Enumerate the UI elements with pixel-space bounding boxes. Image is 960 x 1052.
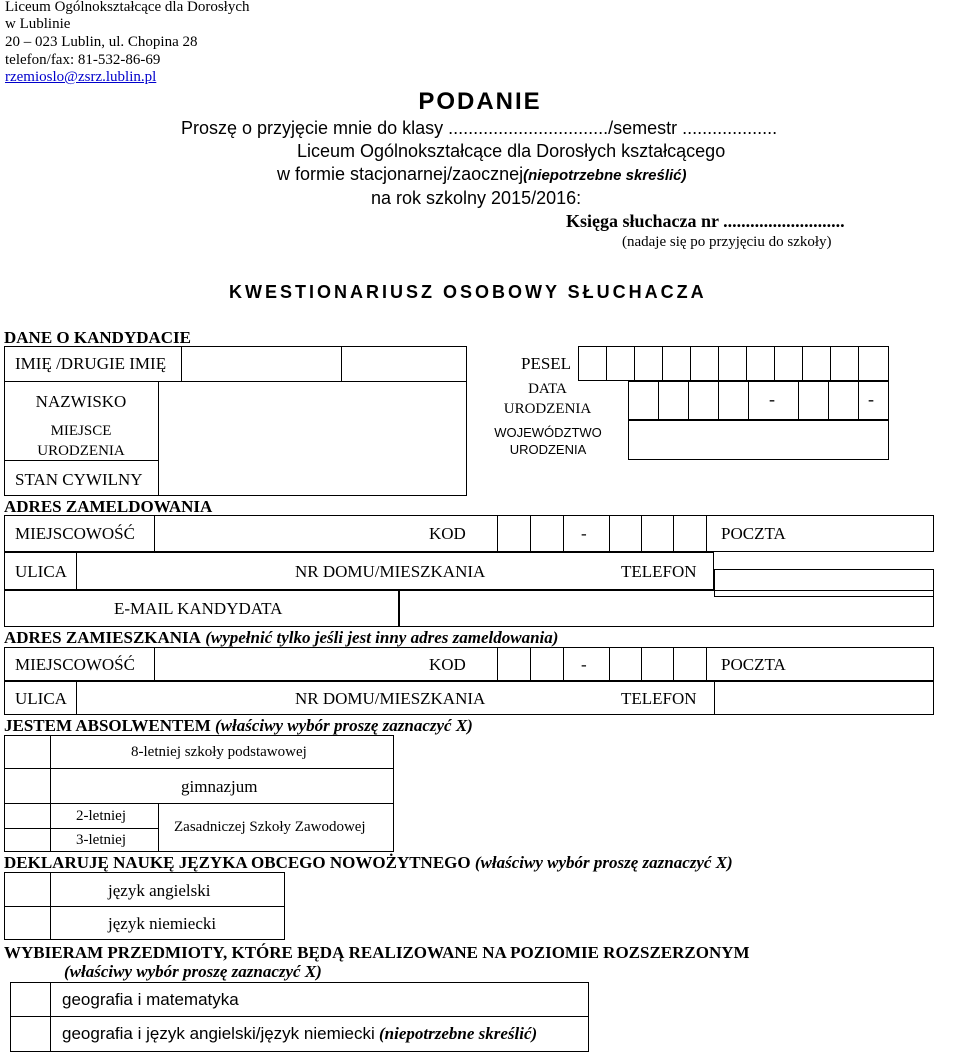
graduate-heading-note: (właściwy wybór proszę zaznaczyć X) [215,716,473,735]
subjects-geo-lang-text: geografia i język angielski/język niemiecki [62,1024,375,1043]
graduate-primary-checkbox[interactable] [6,737,49,767]
registered-address-heading: ADRES ZAMELDOWANIA [4,497,213,516]
language-english-label: język angielski [108,881,211,900]
subjects-geo-math-checkbox[interactable] [12,984,49,1015]
graduate-2year-checkbox[interactable] [6,805,49,827]
school-address: 20 – 023 Lublin, ul. Chopina 28 [5,34,198,50]
request-line2: Liceum Ogólnokształcące dla Dorosłych kształcącego [297,141,726,161]
graduate-gymnasium-label: gimnazjum [181,777,258,796]
language-heading-note: (właściwy wybór proszę zaznaczyć X) [474,853,733,872]
birth-place-label-2: URODZENIA [37,443,125,459]
school-name-line2: w Lublinie [5,16,71,32]
first-name-field[interactable] [183,348,340,379]
registered-city-field[interactable] [156,517,341,550]
graduate-gymnasium-checkbox[interactable] [6,770,49,802]
pesel-field[interactable] [578,346,889,381]
registered-city-row [4,515,934,552]
residence-city-field[interactable] [156,649,341,679]
registered-street-label: ULICA [15,562,67,581]
student-book-note: (nadaje się po przyjęciu do szkoły) [622,234,832,250]
residence-street-field[interactable] [78,683,288,713]
study-form-note: (niepotrzebne skreślić) [523,167,687,184]
residence-address-heading [4,628,558,648]
subjects-geo-math-label: geografia i matematyka [62,990,239,1009]
school-name-line1: Liceum Ogólnokształcące dla Dorosłych [5,0,250,15]
residence-house-field[interactable] [490,683,610,713]
school-year: na rok szkolny 2015/2016: [371,188,582,208]
registered-postcode-label: KOD [429,524,466,543]
residence-street-label: ULICA [15,689,67,708]
registered-street-field[interactable] [78,554,288,588]
surname-label: NAZWISKO [35,392,127,411]
study-form: w formie stacjonarnej/zaocznej [277,164,524,184]
residence-house-label: NR DOMU/MIESZKANIA [295,689,486,708]
province-label-2: URODZENIA [509,442,587,457]
birth-date-dash-1: - [769,389,775,409]
graduate-2year-label: 2-letniej [76,808,126,824]
birth-date-label-1: DATA [528,381,567,397]
school-email-link[interactable]: rzemioslo@zsrz.lublin.pl [5,69,157,85]
birth-place-label-1: MIEJSCE [50,423,112,439]
first-name-label: IMIĘ /DRUGIE IMIĘ [15,354,167,373]
second-name-field[interactable] [343,348,465,379]
language-german-checkbox[interactable] [6,908,49,939]
email-label: E-MAIL KANDYDATA [114,599,283,618]
subjects-heading: WYBIERAM PRZEDMIOTY, KTÓRE BĘDĄ REALIZOWANE NA POZIOMIE ROZSZERZONYM [4,943,750,962]
pesel-label: PESEL [521,354,572,373]
graduate-heading [4,716,473,736]
registered-house-label: NR DOMU/MIESZKANIA [295,562,486,581]
graduate-3year-label: 3-letniej [76,832,126,848]
page-title: PODANIE [418,88,542,115]
province-field[interactable] [628,419,889,460]
graduate-primary-label: 8-letniej szkoły podstawowej [131,744,307,760]
request-line3 [277,164,687,185]
registered-city-label: MIEJSCOWOŚĆ [15,524,135,543]
registered-phone-label: TELEFON [621,562,697,581]
residence-city-row [4,647,934,681]
subjects-heading-note: (właściwy wybór proszę zaznaczyć X) [64,962,322,981]
request-line1: Proszę o przyjęcie mnie do klasy ................................/semestr ................... [181,118,778,138]
subjects-geo-lang-checkbox[interactable] [12,1018,49,1050]
residence-post-label: POCZTA [721,655,786,674]
graduate-vocational-label: Zasadniczej Szkoły Zawodowej [174,819,366,835]
candidate-section-heading: DANE O KANDYDACIE [4,328,192,347]
residence-heading-text: ADRES ZAMIESZKANIA [4,628,201,647]
birth-date-field[interactable] [628,381,889,421]
birth-date-label-2: URODZENIA [503,401,592,417]
residence-phone-label: TELEFON [621,689,697,708]
student-book-number: Księga słuchacza nr ........................... [566,211,845,231]
language-english-checkbox[interactable] [6,874,49,905]
subjects-geo-lang-note: (niepotrzebne skreślić) [379,1024,538,1043]
residence-postcode-label: KOD [429,655,466,674]
registered-postcode-dash: - [581,524,587,543]
residence-heading-note: (wypełnić tylko jeśli jest inny adres zameldowania) [205,628,559,647]
surname-birthplace-field[interactable] [160,383,465,494]
language-heading [4,853,733,873]
residence-postcode-field[interactable] [499,649,704,679]
registered-postcode-field[interactable] [499,517,704,550]
graduate-heading-text: JESTEM ABSOLWENTEM [4,716,211,735]
birth-date-dash-2: - [868,389,874,409]
marital-status-label: STAN CYWILNY [15,470,143,489]
residence-city-label: MIEJSCOWOŚĆ [15,655,135,674]
subjects-geo-lang-label [62,1024,537,1044]
graduate-3year-checkbox[interactable] [6,830,49,851]
province-label-1: WOJEWÓDZTWO [494,425,602,440]
registered-post-label: POCZTA [721,524,786,543]
email-field[interactable] [398,590,934,627]
school-phone: telefon/fax: 81-532-86-69 [5,52,161,68]
residence-postcode-dash: - [581,655,587,674]
registered-house-field[interactable] [490,554,610,588]
language-german-label: język niemiecki [108,914,217,933]
language-heading-text: DEKLARUJĘ NAUKĘ JĘZYKA OBCEGO NOWOŻYTNEGO [4,853,471,872]
questionnaire-title: KWESTIONARIUSZ OSOBOWY SŁUCHACZA [229,282,707,302]
residence-phone-field[interactable] [716,683,932,713]
